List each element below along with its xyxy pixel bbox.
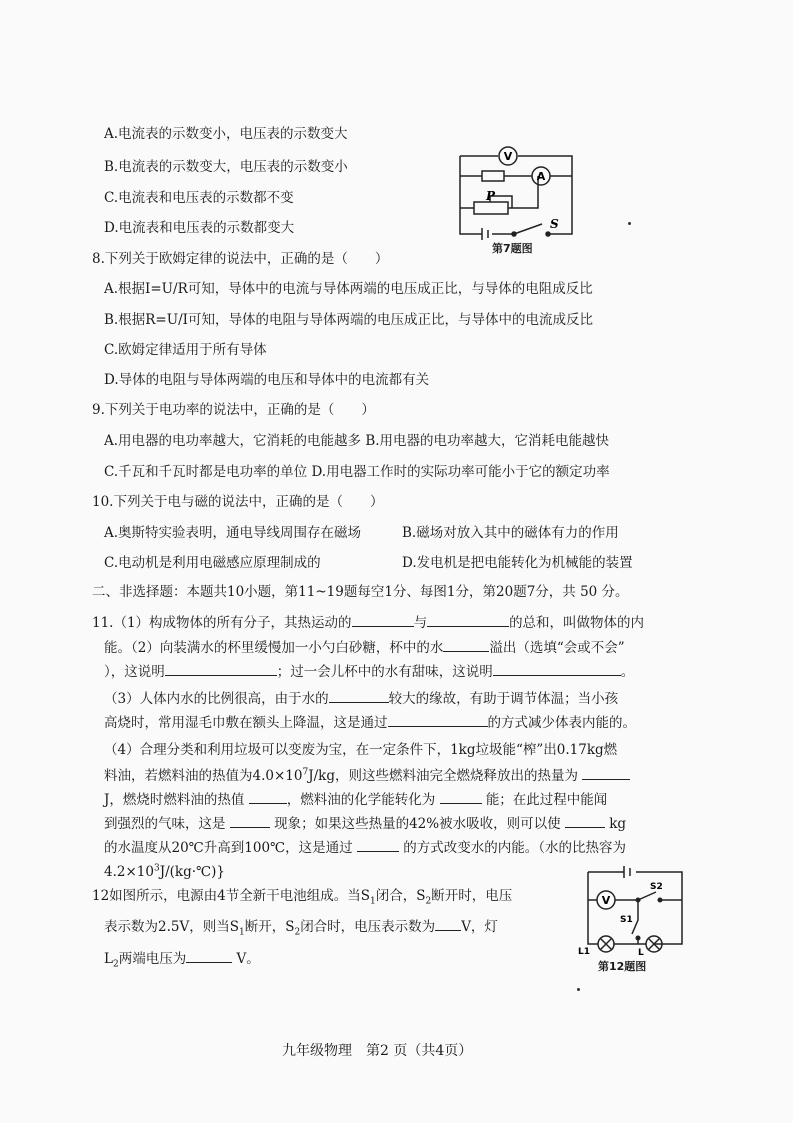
q12-l2-label: L	[638, 948, 644, 956]
q11-text: ，燃料油的化学能转化为	[286, 792, 436, 808]
q11-blank-2[interactable]	[427, 612, 509, 627]
q9-option-b: B.用电器的电功率越大，它消耗电能越快	[365, 433, 610, 449]
q12-text: V。	[236, 951, 260, 967]
scan-speck	[577, 988, 580, 991]
page-footer: 九年级物理 第2 页（共4页）	[282, 1043, 473, 1059]
q12-blank-1[interactable]	[435, 916, 461, 931]
q11-blank-5[interactable]	[493, 661, 621, 676]
q11-text: 高烧时，常用湿毛巾敷在额头上降温，这是通过	[104, 715, 388, 731]
q10-option-c: C.电动机是利用电磁感应原理制成的	[104, 555, 321, 571]
q11-blank-8[interactable]	[582, 765, 630, 780]
q7-ammeter-label: A	[536, 170, 546, 183]
q11-blank-13[interactable]	[357, 837, 399, 852]
q7-voltmeter-label: V	[503, 150, 513, 163]
q7-option-a: A.电流表的示数变小，电压表的示数变大	[104, 126, 348, 142]
q9-option-c: C.千瓦和千瓦时都是电功率的单位	[104, 464, 308, 480]
q11-line-9	[104, 813, 626, 834]
q12-s1-label: S1	[620, 915, 633, 925]
q11-text: J/kg，则这些燃料油完全燃烧释放出的热量为	[308, 768, 578, 784]
q9-option-a: A.用电器的电功率越大，它消耗的电能越多	[104, 433, 362, 449]
q9-options-ab	[104, 431, 609, 451]
q8-option-c: C.欧姆定律适用于所有导体	[104, 342, 267, 358]
q12-subscript: 1	[238, 927, 245, 938]
q11-line-7	[104, 765, 630, 786]
q11-text: 到强烈的气味，这是	[104, 816, 226, 832]
q11-text: ），这说明	[104, 664, 165, 680]
q9-option-d: D.用电器工作时的实际功率可能小于它的额定功率	[311, 464, 610, 480]
q11-text: 现象；如果这些热量的42%被水吸收，则可以使	[274, 816, 561, 832]
q12-circuit-diagram	[576, 862, 688, 956]
q7-option-d: D.电流表和电压表的示数都变大	[104, 220, 295, 236]
q12-text: L	[104, 951, 113, 967]
q11-line-2	[104, 637, 625, 658]
q11-line-11	[104, 862, 225, 882]
q11-text: 11.（1）构成物体的所有分子，其热运动的	[92, 615, 352, 631]
q11-line-10	[104, 837, 626, 858]
q11-text: 与	[413, 615, 428, 631]
q11-text: 溢出（选填“会或不会”	[489, 640, 625, 656]
q12-l1-label: L1	[578, 947, 590, 956]
q11-line-6: （4）合理分类和利用垃圾可以变废为宝，在一定条件下，1kg垃圾能“榨”出0.17kg燃	[104, 742, 618, 758]
q12-text: 闭合时，电压表示数为	[300, 919, 436, 935]
q11-text: 的总和，叫做物体的内	[509, 615, 645, 631]
q11-text: （3）人体内水的比例很高，由于水的	[104, 691, 329, 707]
q12-text: V，灯	[461, 919, 498, 935]
q12-subscript: 2	[294, 927, 301, 938]
q11-blank-6[interactable]	[329, 688, 389, 703]
q9-options-cd	[104, 462, 610, 482]
q12-text: 12如图所示，电源由4节全新干电池组成。当S	[92, 888, 371, 904]
q11-line-5	[104, 712, 636, 733]
q11-text: 的方式减少体表内能的。	[487, 715, 636, 731]
q8-option-a: A.根据I=U/R可知，导体中的电流与导体两端的电压成正比，与导体的电阻成反比	[104, 281, 593, 297]
q12-line-2	[104, 916, 498, 937]
q11-text: 。	[620, 664, 635, 680]
q11-line-4	[104, 688, 618, 709]
q11-blank-4[interactable]	[165, 661, 277, 676]
q11-blank-1[interactable]	[352, 612, 414, 627]
section-2-heading: 二、非选择题：本题共10小题，第11~19题每空1分、每图1分，第20题7分，共 50 分。	[92, 584, 629, 600]
q10-option-b: B.磁场对放入其中的磁体有力的作用	[402, 525, 619, 541]
q11-line-8	[104, 789, 607, 810]
scan-speck	[628, 222, 631, 225]
q12-subscript: 2	[425, 896, 432, 907]
q10-option-d: D.发电机是把电能转化为机械能的装置	[402, 555, 633, 571]
q12-s2-label: S2	[650, 882, 663, 892]
q11-text: J/(kg·℃)}	[159, 864, 226, 880]
q11-superscript: 3	[153, 863, 160, 874]
q12-line-3	[104, 948, 260, 969]
q7-circuit-figure	[452, 146, 578, 258]
q7-switch-label: S	[550, 217, 559, 231]
q11-blank-9[interactable]	[249, 789, 287, 804]
q7-figure-caption: 第7题图	[492, 242, 533, 255]
q11-text: 的水温度从20℃升高到100℃，这是通过	[104, 840, 353, 856]
q12-circuit-figure	[576, 862, 688, 974]
q12-text: 两端电压为	[118, 951, 187, 967]
q11-line-1	[92, 612, 644, 633]
q12-subscript: 2	[112, 959, 119, 970]
q12-text: 断开，S	[244, 919, 295, 935]
q11-text: 能；在此过程中能闻	[485, 792, 608, 808]
q7-option-b: B.电流表的示数变大，电压表的示数变小	[104, 159, 348, 175]
q12-figure-caption: 第12题图	[598, 960, 647, 973]
q11-text: 较大的缘故，有助于调节体温；当小孩	[388, 691, 619, 707]
q12-text: 闭合，S	[375, 888, 426, 904]
q11-text: 的方式改变水的内能。（水的比热容为	[403, 840, 626, 856]
q11-text: 4.2×10	[104, 864, 154, 880]
q12-line-1	[92, 886, 512, 906]
q8-option-d: D.导体的电阻与导体两端的电压和导体中的电流都有关	[104, 372, 430, 388]
q11-text: 料油，若燃料油的热值为4.0×10	[104, 768, 303, 784]
q11-blank-7[interactable]	[388, 712, 488, 727]
q11-blank-11[interactable]	[230, 813, 270, 828]
q10-option-a: A.奥斯特实验表明，通电导线周围存在磁场	[104, 525, 362, 541]
q11-line-3	[104, 661, 634, 682]
q11-blank-10[interactable]	[440, 789, 482, 804]
q12-text: 表示数为2.5V，则当S	[104, 919, 239, 935]
q7-rheostat-label: P	[486, 189, 496, 203]
q10-stem: 10.下列关于电与磁的说法中，正确的是（ ）	[92, 494, 384, 510]
q11-blank-3[interactable]	[443, 637, 489, 652]
q9-stem: 9.下列关于电功率的说法中，正确的是（ ）	[92, 402, 375, 418]
q11-text: 能。（2）向装满水的杯里缓慢加一小勺白砂糖，杯中的水	[104, 640, 444, 656]
q11-text: ；过一会儿杯中的水有甜味，这说明	[276, 664, 493, 680]
q8-stem: 8.下列关于欧姆定律的说法中，正确的是（ ）	[92, 251, 389, 267]
q12-subscript: 1	[370, 896, 376, 907]
q7-option-c: C.电流表和电压表的示数都不变	[104, 190, 294, 206]
q11-blank-12[interactable]	[565, 813, 605, 828]
q12-blank-2[interactable]	[186, 948, 232, 963]
q12-text: 断开时，电压	[431, 888, 513, 904]
q11-text: J，燃烧时燃料油的热值	[104, 792, 245, 808]
q11-text: kg	[609, 816, 627, 832]
q12-voltmeter-label: V	[601, 894, 611, 907]
q8-option-b: B.根据R=U/I可知，导体的电阻与导体两端的电压成正比，与导体中的电流成反比	[104, 312, 593, 328]
q11-superscript: 7	[302, 767, 309, 778]
